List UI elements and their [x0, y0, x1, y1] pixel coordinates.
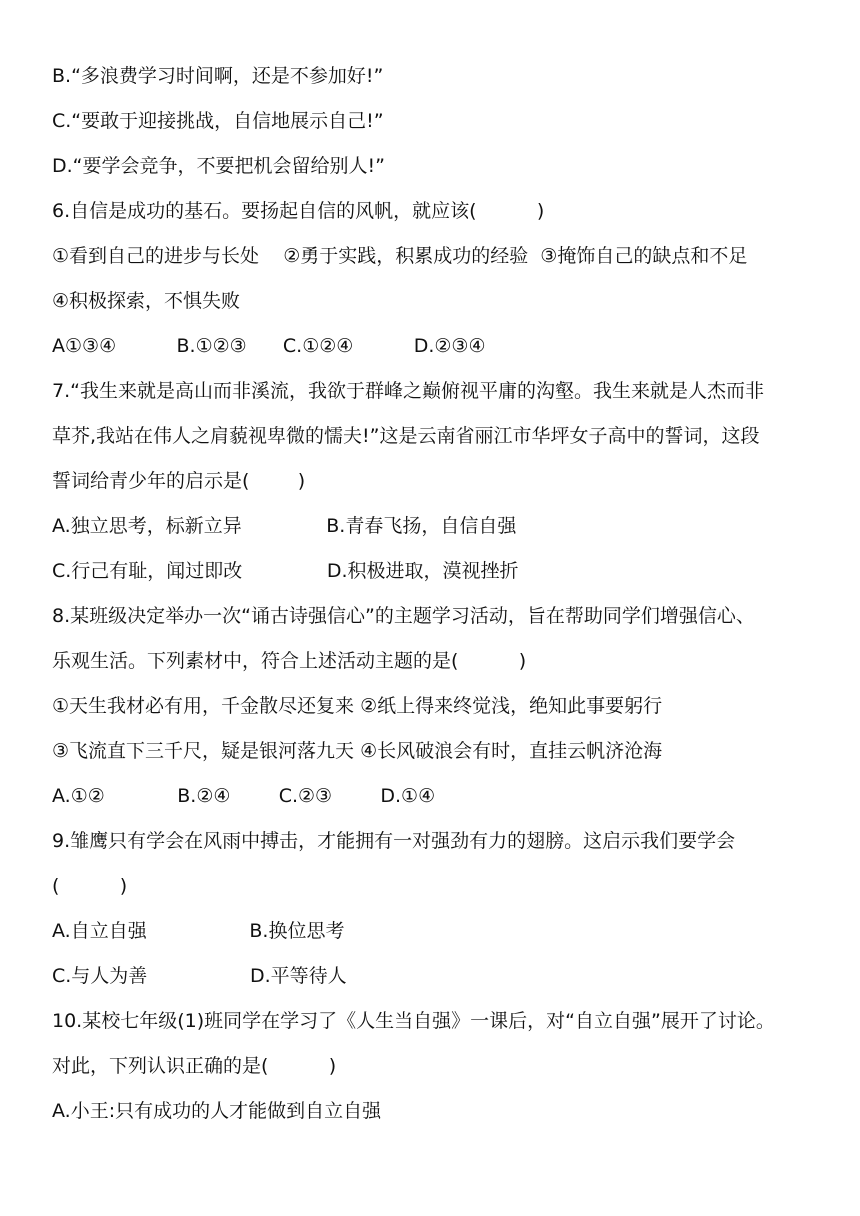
- q10-option-a: A.小王:只有成功的人才能做到自立自强: [52, 1100, 382, 1122]
- q9-stem-line2: ( ): [52, 875, 128, 897]
- q7-stem-line1: 7.“我生来就是高山而非溪流，我欲于群峰之巅俯视平庸的沟壑。我生来就是人杰而非: [52, 380, 764, 402]
- q8-materials-line1: ①天生我材必有用，千金散尽还复来 ②纸上得来终觉浅，绝知此事要躬行: [52, 695, 663, 717]
- q5-option-b: B.“多浪费学习时间啊，还是不参加好!”: [52, 65, 384, 87]
- q9-stem-line1: 9.雏鹰只有学会在风雨中搏击，才能拥有一对强劲有力的翅膀。这启示我们要学会: [52, 830, 736, 852]
- q6-statements-line2: ④积极探索，不惧失败: [52, 290, 241, 312]
- q10-stem-line2: 对此，下列认识正确的是( ): [52, 1055, 337, 1077]
- q8-stem-line2: 乐观生活。下列素材中，符合上述活动主题的是( ): [52, 650, 527, 672]
- q7-options-ab: A.独立思考，标新立异 B.青春飞扬，自信自强: [52, 515, 517, 537]
- q7-stem-line2: 草芥,我站在伟人之肩藐视卑微的懦夫!”这是云南省丽江市华坪女子高中的誓词，这段: [52, 425, 760, 447]
- q7-stem-line3: 誓词给青少年的启示是( ): [52, 470, 306, 492]
- q5-option-c: C.“要敢于迎接挑战，自信地展示自己!”: [52, 110, 384, 132]
- q6-stem: 6.自信是成功的基石。要扬起自信的风帆，就应该( ): [52, 200, 545, 222]
- q6-options: A①③④ B.①②③ C.①②④ D.②③④: [52, 335, 486, 357]
- q6-statements-line1: ①看到自己的进步与长处 ②勇于实践，积累成功的经验 ③掩饰自己的缺点和不足: [52, 245, 748, 267]
- q8-materials-line2: ③飞流直下三千尺，疑是银河落九天 ④长风破浪会有时，直挂云帆济沧海: [52, 740, 663, 762]
- q8-options: A.①② B.②④ C.②③ D.①④: [52, 785, 436, 807]
- q10-stem-line1: 10.某校七年级(1)班同学在学习了《人生当自强》一课后，对“自立自强”展开了讨论。: [52, 1010, 775, 1032]
- q7-options-cd: C.行己有耻，闻过即改 D.积极进取，漠视挫折: [52, 560, 519, 582]
- q8-stem-line1: 8.某班级决定举办一次“诵古诗强信心”的主题学习活动，旨在帮助同学们增强信心、: [52, 605, 755, 627]
- q9-options-ab: A.自立自强 B.换位思考: [52, 920, 345, 942]
- q5-option-d: D.“要学会竞争，不要把机会留给别人!”: [52, 155, 385, 177]
- q9-options-cd: C.与人为善 D.平等待人: [52, 965, 347, 987]
